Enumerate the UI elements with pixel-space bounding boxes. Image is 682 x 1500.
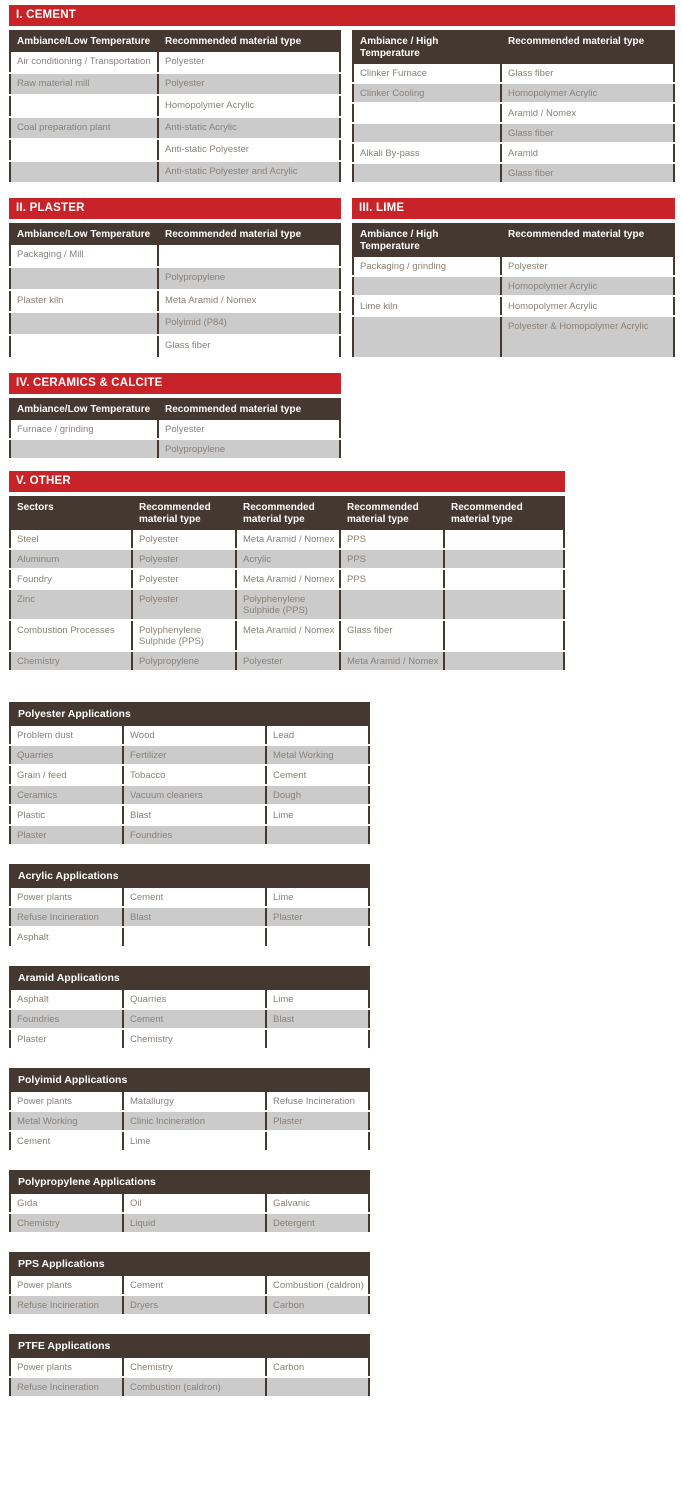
table-row bbox=[10, 267, 340, 290]
table-cell: Ceramics bbox=[10, 785, 123, 805]
app-table-title: Polyimid Applications bbox=[9, 1068, 370, 1090]
table-row bbox=[353, 123, 674, 143]
table-cell: Refuse Incineration bbox=[10, 1377, 123, 1397]
table-row bbox=[10, 927, 369, 947]
app-table-title: Polypropylene Applications bbox=[9, 1170, 370, 1192]
table-cell: Blast bbox=[266, 1009, 369, 1029]
ceramics-table bbox=[9, 398, 341, 460]
table-cell: Blast bbox=[123, 805, 266, 825]
acrylic-applications bbox=[9, 864, 370, 948]
table-cell: Foundry bbox=[10, 569, 132, 589]
table-cell: Polyester bbox=[132, 569, 236, 589]
table-cell bbox=[10, 139, 158, 161]
column-header: Ambiance/Low Temperature bbox=[10, 224, 158, 245]
table-row bbox=[10, 1091, 369, 1111]
table-cell: Glass fiber bbox=[158, 335, 340, 358]
table-row bbox=[353, 296, 674, 316]
table-row bbox=[10, 805, 369, 825]
column-header: Ambiance / High Temperature bbox=[353, 31, 501, 64]
column-header: Sectors bbox=[10, 497, 132, 530]
table-cell: Zinc bbox=[10, 589, 132, 620]
table-cell: Meta Aramid / Nomex bbox=[236, 620, 340, 651]
table-cell: Plastic bbox=[10, 805, 123, 825]
table-row bbox=[10, 95, 340, 117]
table-cell: Clinker Cooling bbox=[353, 83, 501, 103]
table-cell: Homopolymer Acrylic bbox=[501, 296, 674, 316]
table-row bbox=[10, 1295, 369, 1315]
table-row bbox=[10, 989, 369, 1009]
table-cell: PPS bbox=[340, 530, 444, 549]
polyester-applications bbox=[9, 702, 370, 846]
app-table-title: Acrylic Applications bbox=[9, 864, 370, 886]
table-cell bbox=[123, 927, 266, 947]
table-cell: Cement bbox=[123, 1009, 266, 1029]
table-cell: Power plants bbox=[10, 887, 123, 907]
table-cell: Homopolymer Acrylic bbox=[501, 83, 674, 103]
column-header: Recommended material type bbox=[132, 497, 236, 530]
table-cell: Meta Aramid / Nomex bbox=[340, 651, 444, 671]
table-cell: Aluminum bbox=[10, 549, 132, 569]
table-cell bbox=[10, 95, 158, 117]
header-row bbox=[10, 224, 340, 245]
table-cell bbox=[266, 927, 369, 947]
table-cell: Gıda bbox=[10, 1193, 123, 1213]
table-cell: Polypropylene bbox=[158, 267, 340, 290]
table-cell bbox=[10, 161, 158, 183]
table-cell bbox=[158, 245, 340, 267]
table-cell: Cement bbox=[266, 765, 369, 785]
aramid-applications-table bbox=[9, 988, 370, 1050]
table-row bbox=[10, 887, 369, 907]
table-row bbox=[10, 785, 369, 805]
table-row bbox=[353, 257, 674, 276]
app-table-title: Polyester Applications bbox=[9, 702, 370, 724]
ptfe-applications bbox=[9, 1334, 370, 1398]
table-cell bbox=[10, 267, 158, 290]
table-row bbox=[10, 161, 340, 183]
section-banner-other: V. OTHER bbox=[9, 471, 565, 492]
table-cell bbox=[266, 1131, 369, 1151]
table-row bbox=[10, 745, 369, 765]
table-cell: Lime bbox=[266, 989, 369, 1009]
table-cell: Homopolymer Acrylic bbox=[158, 95, 340, 117]
table-row bbox=[10, 335, 340, 358]
table-cell: Refuse Incineration bbox=[10, 1295, 123, 1315]
cement-high-temp-table bbox=[352, 30, 675, 184]
table-cell: Foundries bbox=[10, 1009, 123, 1029]
table-cell: Combustion (caldron) bbox=[266, 1275, 369, 1295]
table-cell bbox=[444, 530, 564, 549]
table-cell: Aramid / Nomex bbox=[501, 103, 674, 123]
table-cell: Anti-static Polyester bbox=[158, 139, 340, 161]
column-header: Recommended material type bbox=[501, 31, 674, 64]
table-cell bbox=[353, 163, 501, 183]
plaster-table bbox=[9, 223, 341, 359]
table-cell: Tobacco bbox=[123, 765, 266, 785]
ptfe-applications-table bbox=[9, 1356, 370, 1398]
table-cell: Power plants bbox=[10, 1091, 123, 1111]
table-cell bbox=[10, 439, 158, 459]
table-cell: Carbon bbox=[266, 1357, 369, 1377]
table-cell: Refuse Incineration bbox=[10, 907, 123, 927]
table-cell: Anti-static Acrylic bbox=[158, 117, 340, 139]
cement-low-temp-table bbox=[9, 30, 341, 184]
table-cell: Plaster bbox=[10, 1029, 123, 1049]
table-row bbox=[10, 52, 340, 73]
column-header: Recommended material type bbox=[158, 399, 340, 420]
table-cell: Plaster bbox=[10, 825, 123, 845]
acrylic-applications-table bbox=[9, 886, 370, 948]
table-row bbox=[10, 765, 369, 785]
table-cell: Meta Aramid / Nomex bbox=[158, 290, 340, 313]
table-cell: Anti-static Polyester and Acrylic bbox=[158, 161, 340, 183]
table-cell: PPS bbox=[340, 569, 444, 589]
table-cell bbox=[266, 825, 369, 845]
table-cell: Combustion (caldron) bbox=[123, 1377, 266, 1397]
table-cell: Liquid bbox=[123, 1213, 266, 1233]
table-cell: Quarries bbox=[10, 745, 123, 765]
table-cell: Metal Working bbox=[266, 745, 369, 765]
column-header: Recommended material type bbox=[236, 497, 340, 530]
section-banner-cement: I. CEMENT bbox=[9, 5, 675, 26]
table-row bbox=[10, 1275, 369, 1295]
app-table-title: Aramid Applications bbox=[9, 966, 370, 988]
table-row bbox=[353, 276, 674, 296]
table-cell bbox=[353, 103, 501, 123]
polypropylene-applications-table bbox=[9, 1192, 370, 1234]
table-row bbox=[353, 64, 674, 83]
table-row bbox=[10, 290, 340, 313]
table-cell: Packaging / Mill bbox=[10, 245, 158, 267]
table-cell: Polyphenylene Sulphide (PPS) bbox=[236, 589, 340, 620]
column-header: Recommended material type bbox=[158, 224, 340, 245]
table-cell: Glass fiber bbox=[501, 163, 674, 183]
table-cell: Polyphenylene Sulphide (PPS) bbox=[132, 620, 236, 651]
table-row bbox=[10, 620, 564, 651]
table-row bbox=[353, 163, 674, 183]
column-header: Ambiance/Low Temperature bbox=[10, 31, 158, 52]
table-cell: Wood bbox=[123, 725, 266, 745]
table-cell: Polyester bbox=[132, 589, 236, 620]
table-row bbox=[10, 312, 340, 335]
app-table-title: PPS Applications bbox=[9, 1252, 370, 1274]
table-cell: Carbon bbox=[266, 1295, 369, 1315]
table-cell: Lime kiln bbox=[353, 296, 501, 316]
table-cell: Air conditioning / Transportation bbox=[10, 52, 158, 73]
table-row bbox=[10, 651, 564, 671]
table-cell bbox=[266, 1029, 369, 1049]
table-row bbox=[10, 1131, 369, 1151]
table-cell bbox=[353, 276, 501, 296]
app-table-title: PTFE Applications bbox=[9, 1334, 370, 1356]
table-cell bbox=[10, 312, 158, 335]
table-row bbox=[10, 245, 340, 267]
section-banner-lime: III. LIME bbox=[352, 198, 675, 219]
polypropylene-applications bbox=[9, 1170, 370, 1234]
table-row bbox=[353, 103, 674, 123]
table-cell: Polyester bbox=[236, 651, 340, 671]
table-cell: Glass fiber bbox=[501, 64, 674, 83]
table-row bbox=[10, 439, 340, 459]
column-header: Recommended material type bbox=[158, 31, 340, 52]
aramid-applications bbox=[9, 966, 370, 1050]
table-cell: Coal preparation plant bbox=[10, 117, 158, 139]
table-cell: Cement bbox=[123, 1275, 266, 1295]
column-header: Recommended material type bbox=[501, 224, 674, 257]
table-cell: Aramid bbox=[501, 143, 674, 163]
table-cell: Polyester bbox=[158, 420, 340, 439]
header-row bbox=[10, 31, 340, 52]
table-cell: Galvanic bbox=[266, 1193, 369, 1213]
column-header: Recommended material type bbox=[444, 497, 564, 530]
table-cell: Polyester bbox=[501, 257, 674, 276]
table-row bbox=[10, 420, 340, 439]
table-row bbox=[10, 589, 564, 620]
table-cell: Power plants bbox=[10, 1275, 123, 1295]
table-cell: Homopolymer Acrylic bbox=[501, 276, 674, 296]
table-cell: Furnace / grinding bbox=[10, 420, 158, 439]
other-sectors-table bbox=[9, 496, 565, 672]
table-cell: Clinic Incineration bbox=[123, 1111, 266, 1131]
table-cell: Blast bbox=[123, 907, 266, 927]
table-row bbox=[10, 1193, 369, 1213]
table-cell: Fertilizer bbox=[123, 745, 266, 765]
table-row bbox=[10, 569, 564, 589]
table-row bbox=[10, 549, 564, 569]
table-cell bbox=[266, 1377, 369, 1397]
table-cell: Quarries bbox=[123, 989, 266, 1009]
table-cell: Packaging / grinding bbox=[353, 257, 501, 276]
table-cell bbox=[444, 589, 564, 620]
table-cell: Chemistry bbox=[123, 1357, 266, 1377]
table-row bbox=[10, 1213, 369, 1233]
table-cell: Chemistry bbox=[123, 1029, 266, 1049]
table-cell: PPS bbox=[340, 549, 444, 569]
table-cell: Grain / feed bbox=[10, 765, 123, 785]
column-header: Ambiance / High Temperature bbox=[353, 224, 501, 257]
table-cell: Polyester bbox=[158, 52, 340, 73]
table-cell: Polyester bbox=[158, 73, 340, 95]
table-cell: Clinker Furnace bbox=[353, 64, 501, 83]
table-cell: Lime bbox=[266, 887, 369, 907]
table-cell: Acrylic bbox=[236, 549, 340, 569]
polyester-applications-table bbox=[9, 724, 370, 846]
table-row bbox=[10, 725, 369, 745]
header-row bbox=[353, 31, 674, 64]
table-cell: Meta Aramid / Nomex bbox=[236, 530, 340, 549]
table-cell: Metal Working bbox=[10, 1111, 123, 1131]
table-cell bbox=[444, 620, 564, 651]
table-cell: Polypropylene bbox=[158, 439, 340, 459]
plaster-lime-tables bbox=[9, 219, 682, 359]
table-cell: Dryers bbox=[123, 1295, 266, 1315]
table-cell: Lime bbox=[266, 805, 369, 825]
section-banner-plaster: II. PLASTER bbox=[9, 198, 341, 219]
table-row bbox=[10, 1111, 369, 1131]
table-cell: Glass fiber bbox=[340, 620, 444, 651]
table-cell bbox=[444, 549, 564, 569]
table-row bbox=[353, 143, 674, 163]
polyimid-applications bbox=[9, 1068, 370, 1152]
pps-applications bbox=[9, 1252, 370, 1316]
cement-tables bbox=[9, 26, 682, 184]
table-cell bbox=[444, 569, 564, 589]
table-cell: Asphalt bbox=[10, 927, 123, 947]
table-row bbox=[10, 1029, 369, 1049]
table-row bbox=[10, 1377, 369, 1397]
header-row bbox=[353, 224, 674, 257]
table-cell: Alkali By-pass bbox=[353, 143, 501, 163]
table-row bbox=[10, 73, 340, 95]
table-cell: Lead bbox=[266, 725, 369, 745]
polyimid-applications-table bbox=[9, 1090, 370, 1152]
table-row bbox=[10, 1357, 369, 1377]
table-row bbox=[353, 316, 674, 358]
table-cell bbox=[353, 316, 501, 358]
table-cell: Polyester & Homopolymer Acrylic bbox=[501, 316, 674, 358]
table-row bbox=[10, 825, 369, 845]
table-row bbox=[10, 139, 340, 161]
table-row bbox=[10, 907, 369, 927]
header-row bbox=[10, 399, 340, 420]
table-cell: Polypropylene bbox=[132, 651, 236, 671]
table-cell: Steel bbox=[10, 530, 132, 549]
table-cell: Oil bbox=[123, 1193, 266, 1213]
table-cell: Problem dust bbox=[10, 725, 123, 745]
table-cell: Cement bbox=[123, 887, 266, 907]
table-cell: Dough bbox=[266, 785, 369, 805]
table-cell: Chemistry bbox=[10, 1213, 123, 1233]
table-cell: Matallurgy bbox=[123, 1091, 266, 1111]
lime-table bbox=[352, 223, 675, 359]
section-banner-ceramics: IV. CERAMICS & CALCITE bbox=[9, 373, 341, 394]
table-cell: Cement bbox=[10, 1131, 123, 1151]
table-cell: Vacuum cleaners bbox=[123, 785, 266, 805]
table-cell bbox=[444, 651, 564, 671]
applications-list bbox=[9, 702, 370, 1398]
table-cell bbox=[10, 335, 158, 358]
table-cell: Refuse Incineration bbox=[266, 1091, 369, 1111]
pps-applications-table bbox=[9, 1274, 370, 1316]
table-row bbox=[10, 1009, 369, 1029]
table-row bbox=[353, 83, 674, 103]
plaster-lime-banners bbox=[9, 198, 682, 219]
table-cell: Chemistry bbox=[10, 651, 132, 671]
table-cell: Combustion Processes bbox=[10, 620, 132, 651]
table-cell: Glass fiber bbox=[501, 123, 674, 143]
header-row bbox=[10, 497, 564, 530]
table-cell bbox=[353, 123, 501, 143]
table-cell: Power plants bbox=[10, 1357, 123, 1377]
table-cell: Polyester bbox=[132, 530, 236, 549]
table-cell: Foundries bbox=[123, 825, 266, 845]
table-cell: Asphalt bbox=[10, 989, 123, 1009]
table-cell: Lime bbox=[123, 1131, 266, 1151]
column-header: Recommended material type bbox=[340, 497, 444, 530]
table-cell: Plaster bbox=[266, 907, 369, 927]
table-cell: Polyester bbox=[132, 549, 236, 569]
table-row bbox=[10, 117, 340, 139]
table-cell: Polyimid (P84) bbox=[158, 312, 340, 335]
table-cell: Plaster bbox=[266, 1111, 369, 1131]
table-cell bbox=[340, 589, 444, 620]
table-row bbox=[10, 530, 564, 549]
table-cell: Raw material mill bbox=[10, 73, 158, 95]
table-cell: Meta Aramid / Nomex bbox=[236, 569, 340, 589]
table-cell: Plaster kiln bbox=[10, 290, 158, 313]
column-header: Ambiance/Low Temperature bbox=[10, 399, 158, 420]
table-cell: Detergent bbox=[266, 1213, 369, 1233]
